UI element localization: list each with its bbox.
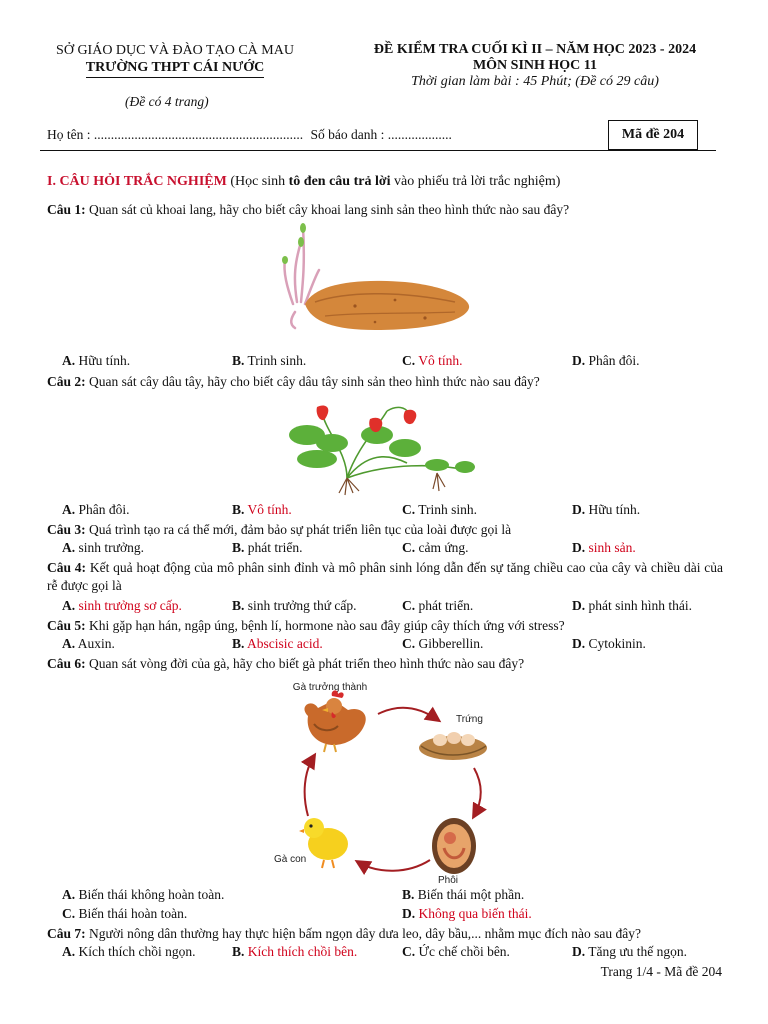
section-note-pre: (Học sinh [226, 174, 289, 189]
question-6 [47, 655, 723, 673]
hen-icon [305, 690, 366, 752]
option-d[interactable]: D. Hữu tính. [572, 502, 641, 517]
question-text: Người nông dân thường hay thực hiện bấm ngọn dây dưa leo, dây bầu,... nhằm mục đích nào sau đây? [85, 926, 641, 941]
question-label: Câu 6: [47, 656, 86, 671]
chick-icon [299, 818, 348, 868]
department-name: SỞ GIÁO DỤC VÀ ĐÀO TẠO CÀ MAU [56, 43, 294, 58]
option-d[interactable]: D. Tăng ưu thế ngọn. [572, 944, 688, 959]
option-d[interactable]: D. phát sinh hình thái. [572, 598, 692, 613]
header-right [330, 42, 740, 90]
option-b[interactable]: B. Kích thích chồi bên. [232, 944, 358, 959]
option-b[interactable]: B. Vô tính. [232, 502, 292, 517]
question-text: Kết quả hoạt động của mô phân sinh đỉnh và mô phân sinh lóng dẫn đến sự tăng chiều cao của cây và chiều dài của rễ được gọi là [47, 560, 723, 593]
option-a[interactable]: A. Hữu tính. [62, 353, 131, 368]
option-d[interactable]: D. sinh sản. [572, 540, 636, 555]
label-adult: Gà trưởng thành [292, 682, 368, 693]
option-a[interactable]: A. sinh trưởng sơ cấp. [62, 598, 182, 613]
option-a[interactable]: A. Phân đôi. [62, 502, 130, 517]
student-info [47, 127, 452, 143]
question-4 [47, 559, 723, 595]
option-b[interactable]: B. Abscisic acid. [232, 636, 323, 651]
exam-code-box: Mã đề 204 [608, 120, 698, 150]
header-divider [40, 150, 716, 151]
label-embryo: Phôi [438, 875, 459, 886]
option-b[interactable]: B. sinh trưởng thứ cấp. [232, 598, 357, 613]
header-left [40, 42, 310, 78]
question-text: Quan sát cây dâu tây, hãy cho biết cây dâu tây sinh sản theo hình thức nào sau đây? [85, 374, 540, 389]
question-text: Khi gặp hạn hán, ngập úng, bệnh lí, hormone nào sau đây giúp cây thích ứng với stress? [85, 618, 565, 633]
question-label: Câu 3: [47, 522, 86, 537]
exam-title: ĐỀ KIỂM TRA CUỐI KÌ II – NĂM HỌC 2023 - 2024 [373, 42, 697, 57]
question-label: Câu 1: [47, 202, 86, 217]
subject-title: MÔN SINH HỌC 11 [472, 58, 598, 73]
option-d[interactable]: D. Cytokinin. [572, 636, 646, 651]
page-footer: Trang 1/4 - Mã đề 204 [600, 964, 722, 979]
option-a[interactable]: A. Auxin. [62, 636, 115, 651]
question-2 [47, 373, 723, 391]
label-egg: Trứng [456, 714, 483, 725]
question-1 [47, 201, 723, 219]
chicken-life-cycle-diagram [268, 676, 500, 886]
question-label: Câu 4: [47, 560, 87, 575]
question-text: Quan sát vòng đời của gà, hãy cho biết gà phát triển theo hình thức nào sau đây? [85, 656, 525, 671]
option-c[interactable]: C. Trinh sinh. [402, 502, 478, 517]
arrow-chick-to-adult [305, 756, 314, 816]
option-a[interactable]: A. sinh trưởng. [62, 540, 144, 555]
sweet-potato-illustration [275, 222, 475, 334]
question-5 [47, 617, 723, 635]
section-note-post: vào phiếu trả lời trắc nghiệm) [390, 174, 561, 189]
option-d[interactable]: D. Không qua biến thái. [402, 906, 532, 921]
question-7 [47, 925, 723, 943]
school-name: TRƯỜNG THPT CÁI NƯỚC [86, 59, 265, 78]
strawberry-plant-illustration [287, 393, 482, 498]
section-note-bold: tô đen câu trả lời [288, 174, 391, 189]
option-c[interactable]: C. cảm ứng. [402, 540, 469, 555]
arrow-egg-to-embryo [474, 768, 481, 816]
option-c[interactable]: C. Vô tính. [402, 353, 463, 368]
question-label: Câu 5: [47, 618, 86, 633]
option-b[interactable]: B. Trinh sinh. [232, 353, 307, 368]
option-c[interactable]: C. Gibberellin. [402, 636, 484, 651]
nest-icon [419, 732, 487, 760]
id-label: Số báo danh : ................... [310, 127, 452, 142]
option-a[interactable]: A. Biến thái không hoàn toàn. [62, 887, 225, 902]
question-3 [47, 521, 723, 539]
option-a[interactable]: A. Kích thích chồi ngọn. [62, 944, 196, 959]
embryo-icon [432, 818, 476, 874]
section-heading [47, 174, 560, 190]
name-label: Họ tên : .............................................................. [47, 127, 304, 142]
option-c[interactable]: C. Biến thái hoàn toàn. [62, 906, 188, 921]
arrow-embryo-to-chick [358, 860, 430, 871]
section-title: I. CÂU HỎI TRẮC NGHIỆM [47, 174, 227, 189]
question-label: Câu 2: [47, 374, 86, 389]
question-label: Câu 7: [47, 926, 86, 941]
time-note: Thời gian làm bài : 45 Phút; (Đề có 29 câu) [411, 74, 659, 89]
question-text: Quan sát củ khoai lang, hãy cho biết cây khoai lang sinh sản theo hình thức nào sau đây? [85, 202, 570, 217]
arrow-adult-to-egg [378, 708, 438, 720]
question-text: Quá trình tạo ra cá thể mới, đảm bảo sự phát triển liên tục của loài được gọi là [85, 522, 512, 537]
option-d[interactable]: D. Phân đôi. [572, 353, 640, 368]
option-c[interactable]: C. phát triển. [402, 598, 474, 613]
option-b[interactable]: B. Biến thái một phần. [402, 887, 525, 902]
label-chick: Gà con [274, 854, 307, 865]
option-c[interactable]: C. Ức chế chồi bên. [402, 944, 510, 959]
option-b[interactable]: B. phát triển. [232, 540, 303, 555]
pages-note: (Đề có 4 trang) [125, 94, 209, 109]
